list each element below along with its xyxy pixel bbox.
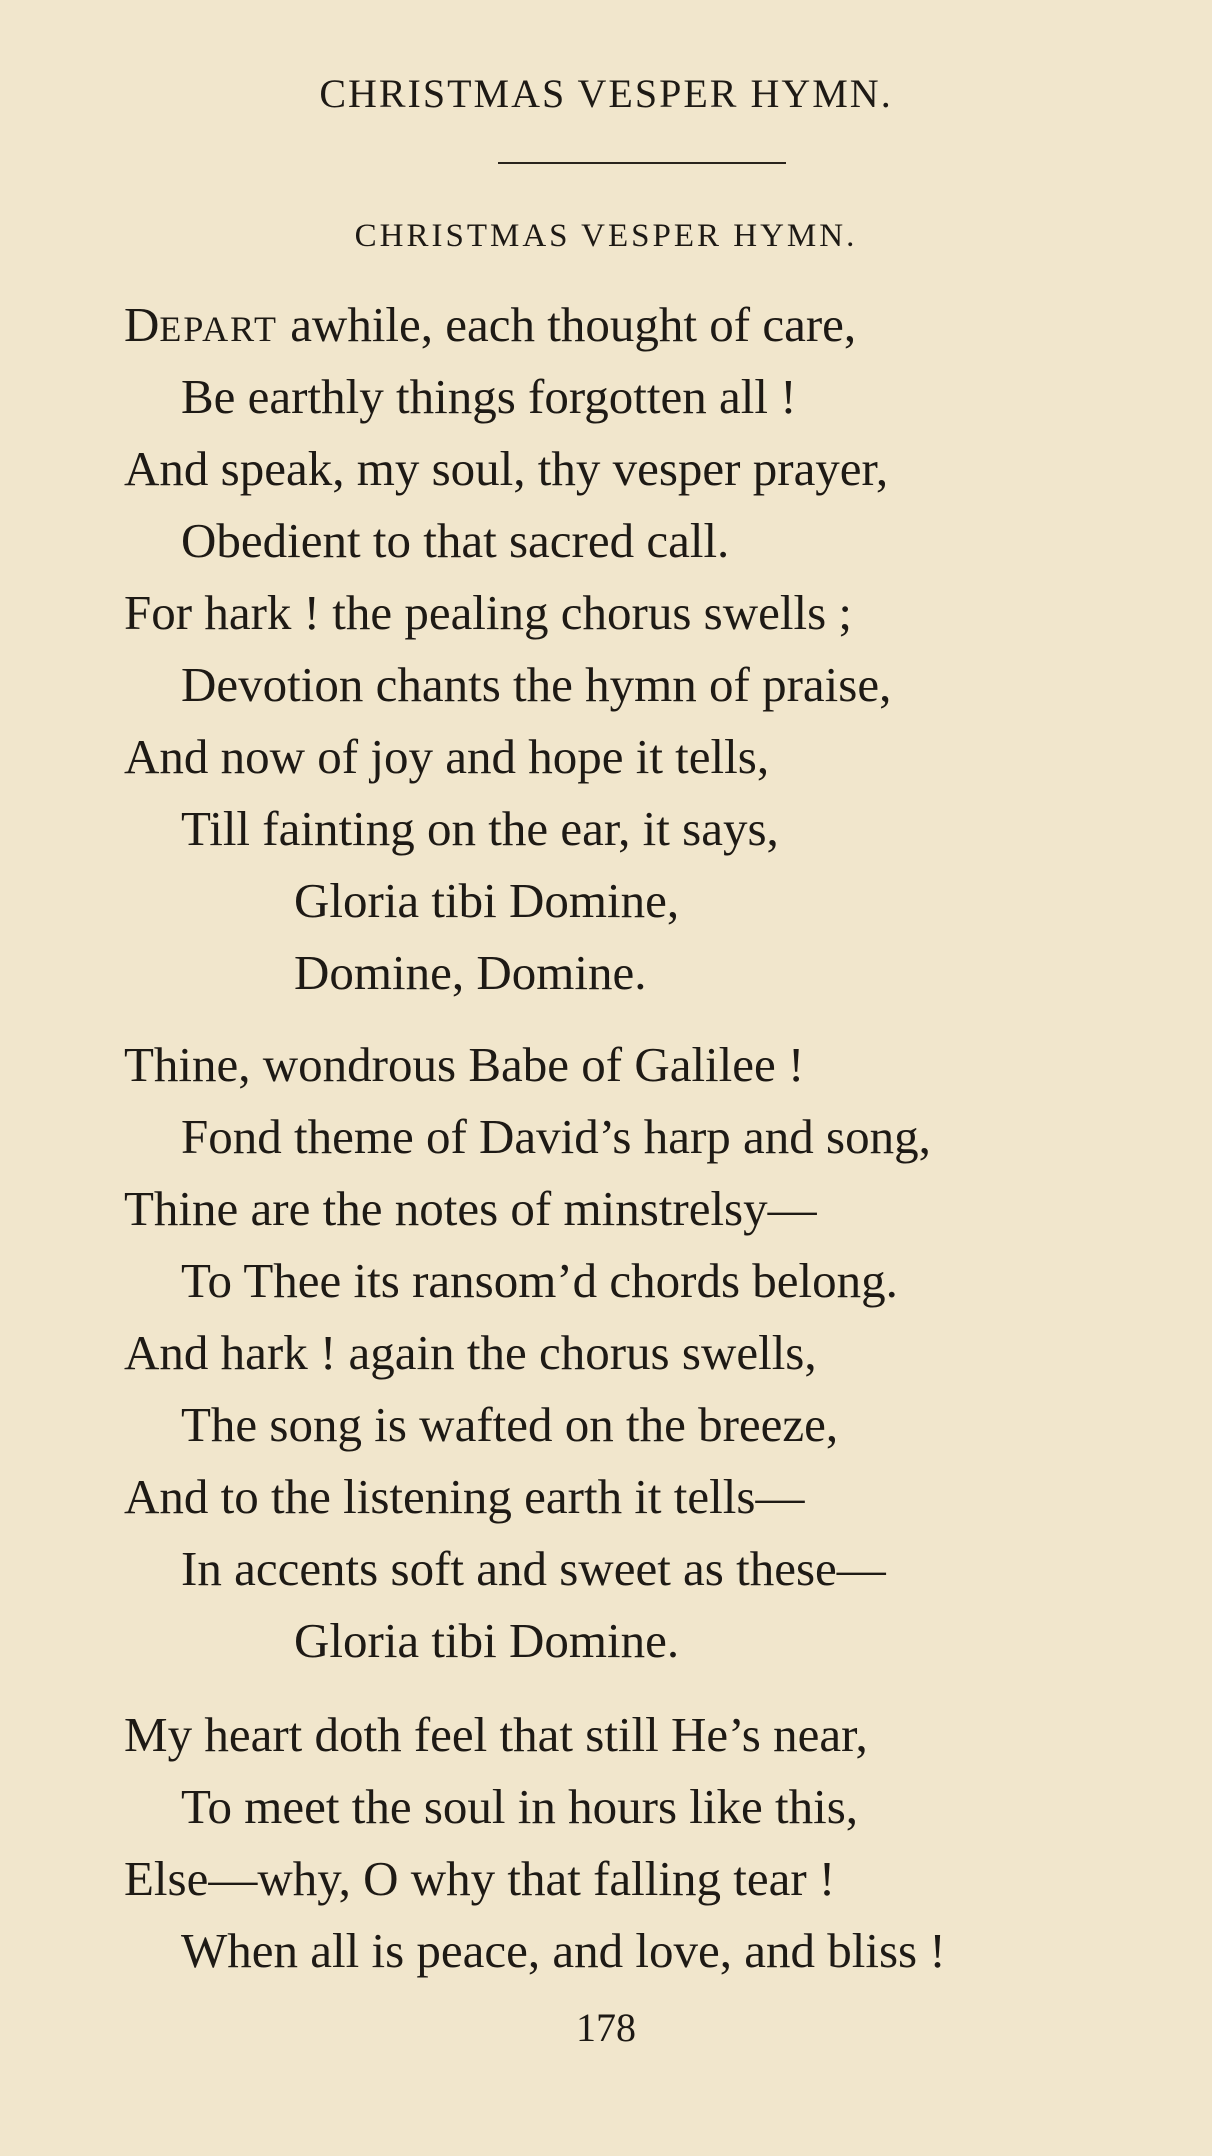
poem-line: For hark ! the pealing chorus swells ; xyxy=(124,585,853,640)
poem-line: Devotion chants the hymn of praise, xyxy=(181,657,892,712)
poem-line: Thine, wondrous Babe of Galilee ! xyxy=(124,1037,805,1092)
poem-line: The song is wafted on the breeze, xyxy=(181,1397,839,1452)
poem-line: And hark ! again the chorus swells, xyxy=(124,1325,817,1380)
poem-title: CHRISTMAS VESPER HYMN. xyxy=(354,218,858,254)
poem-line: Till fainting on the ear, it says, xyxy=(181,801,779,856)
poem-line xyxy=(124,297,857,352)
poem-line: And now of joy and hope it tells, xyxy=(124,729,770,784)
poem-line: And speak, my soul, thy vesper prayer, xyxy=(124,441,889,496)
poem-line: And to the listening earth it tells— xyxy=(124,1469,805,1524)
header-rule xyxy=(498,162,786,164)
poem-refrain-line: Gloria tibi Domine, xyxy=(294,873,680,928)
poem-line-text: awhile, each thought of care, xyxy=(277,297,857,352)
poem-line: When all is peace, and love, and bliss ! xyxy=(181,1923,946,1978)
poem-line: In accents soft and sweet as these— xyxy=(181,1541,886,1596)
poem-line: Else—why, O why that falling tear ! xyxy=(124,1851,836,1906)
first-word-initial: D xyxy=(124,297,160,352)
poem-line: Fond theme of David’s harp and song, xyxy=(181,1109,931,1164)
page-number: 178 xyxy=(576,2005,636,2050)
poem-line: Be earthly things forgotten all ! xyxy=(181,369,797,424)
poem-refrain-line: Domine, Domine. xyxy=(294,945,647,1000)
running-head: CHRISTMAS VESPER HYMN. xyxy=(319,71,893,116)
poem-line: To meet the soul in hours like this, xyxy=(181,1779,859,1834)
poem-line: Thine are the notes of minstrelsy— xyxy=(124,1181,817,1236)
poem-refrain-line: Gloria tibi Domine. xyxy=(294,1613,680,1668)
poem-line: Obedient to that sacred call. xyxy=(181,513,730,568)
poem-line: My heart doth feel that still He’s near, xyxy=(124,1707,868,1762)
first-word-small-caps: EPART xyxy=(159,309,278,349)
poem-line: To Thee its ransom’d chords belong. xyxy=(181,1253,898,1308)
